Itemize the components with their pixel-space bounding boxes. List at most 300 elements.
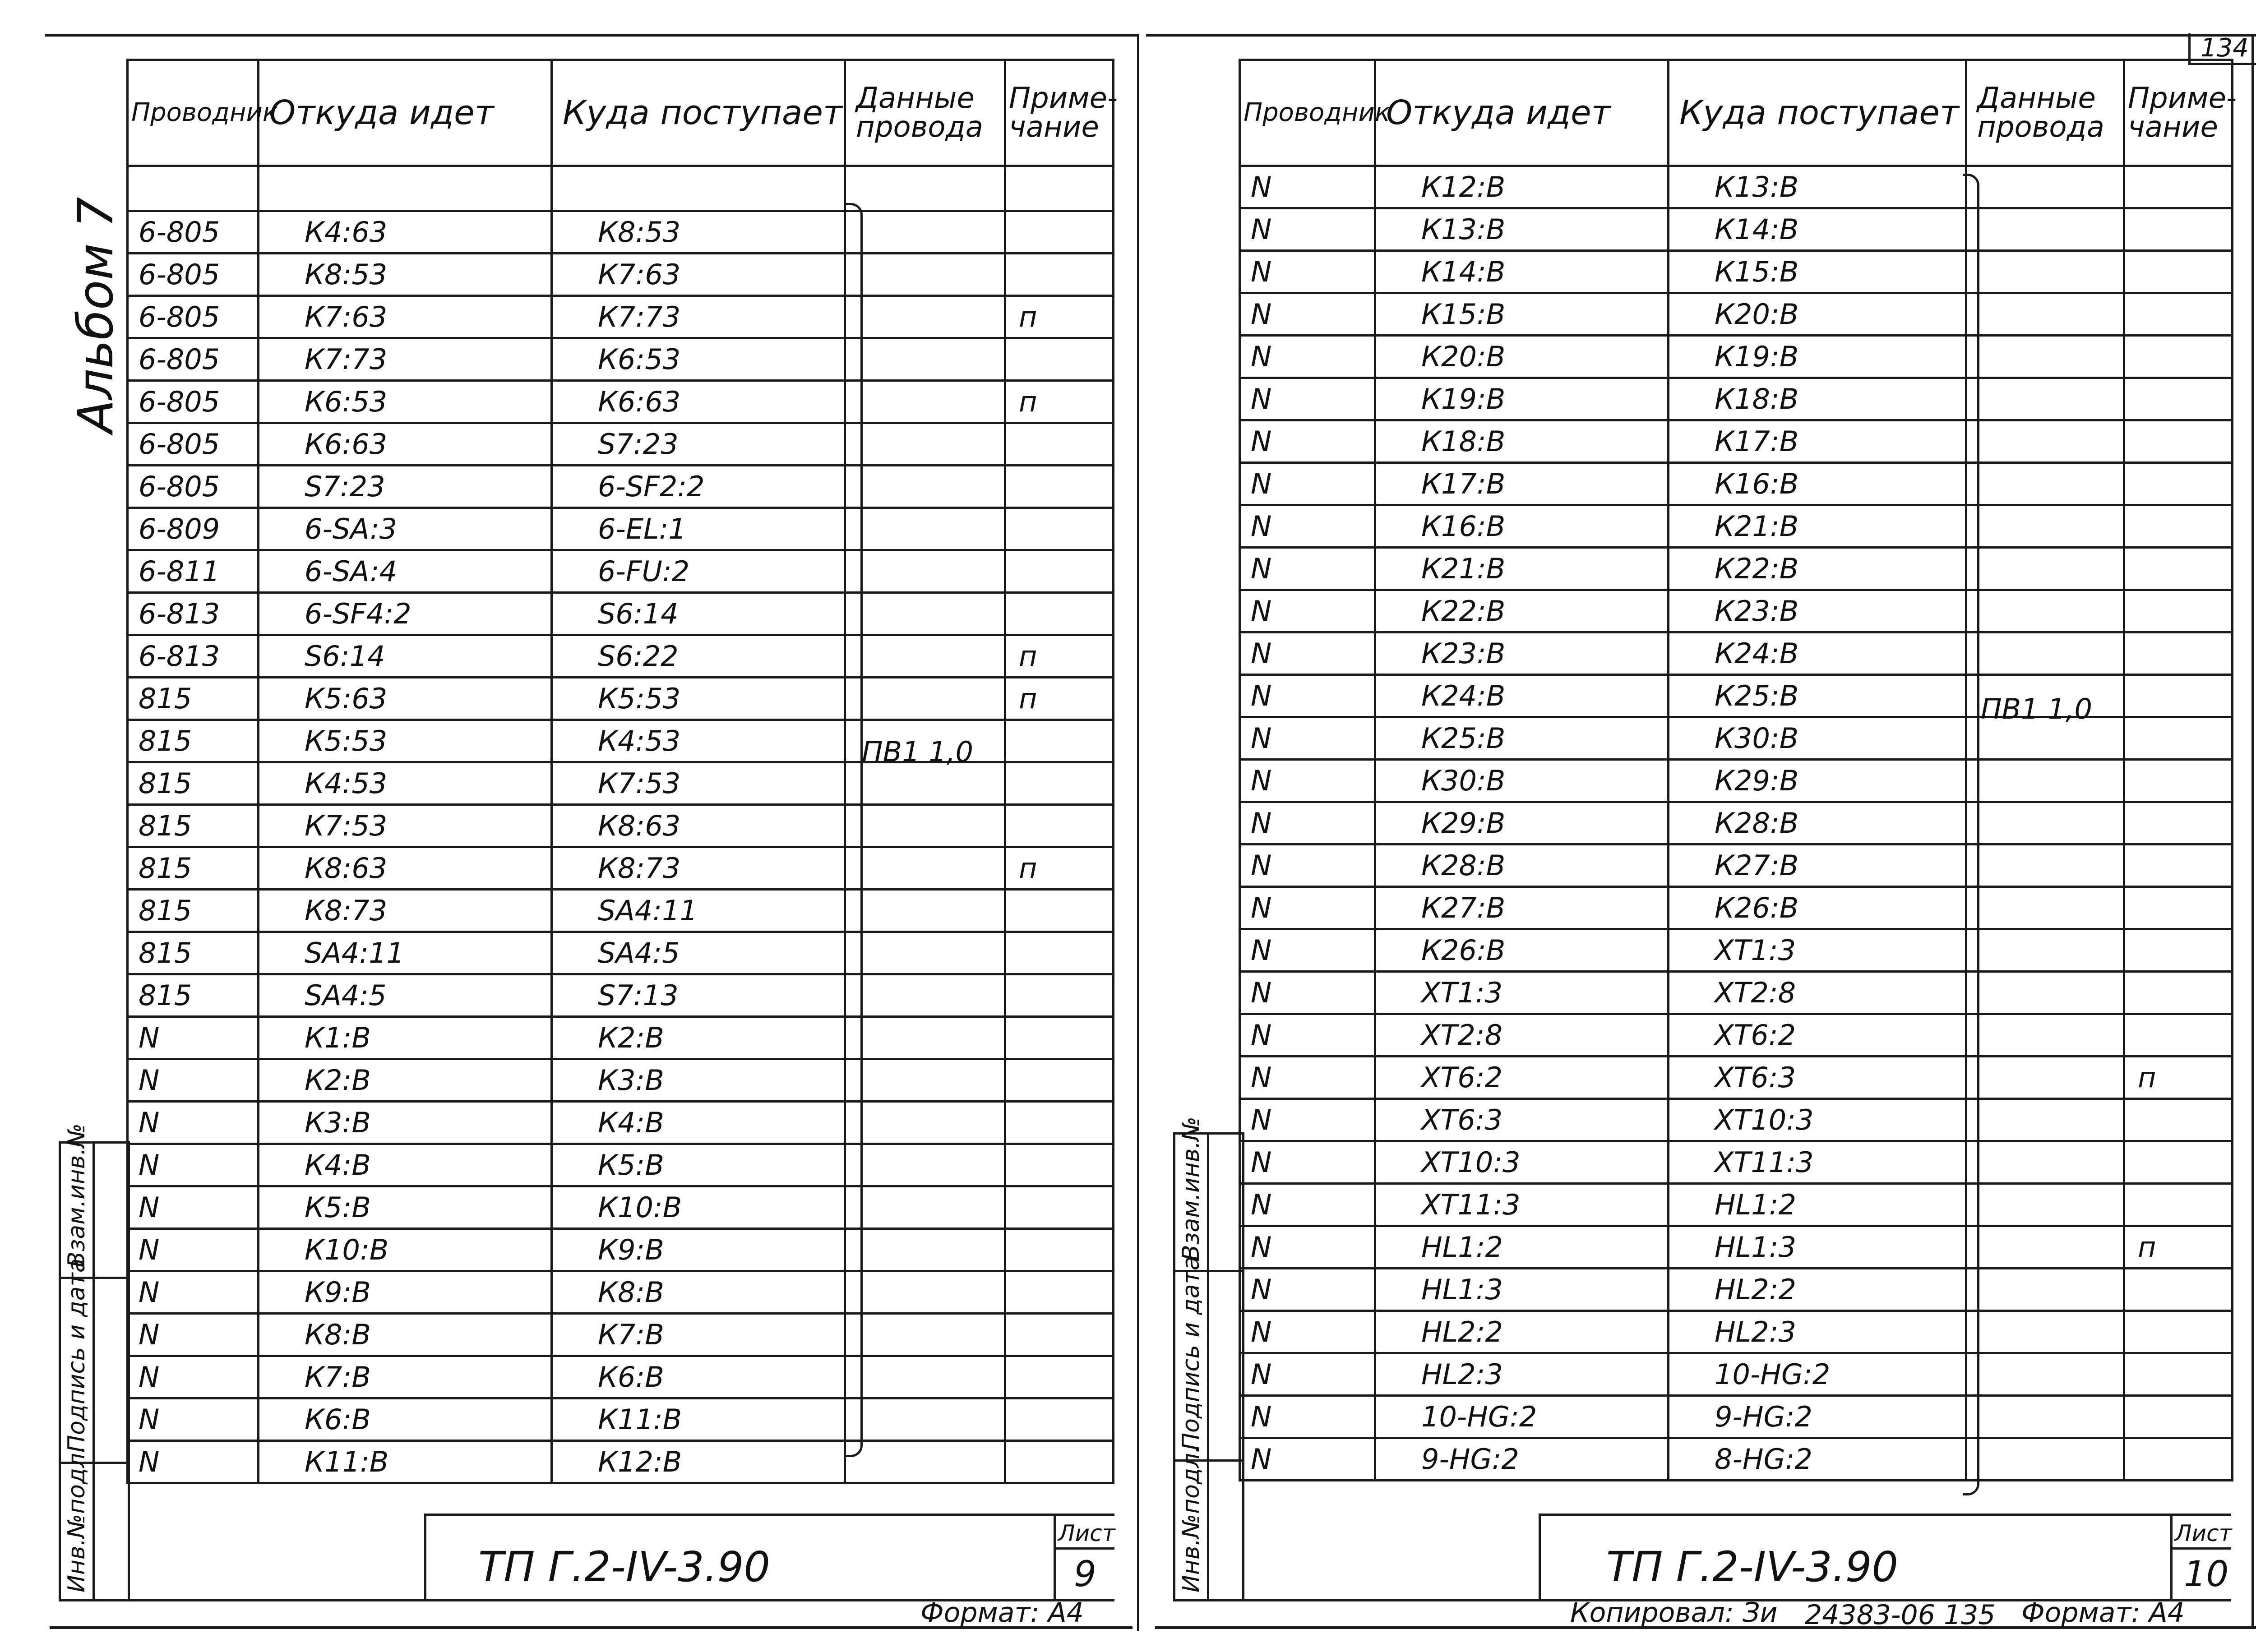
header-from: Откуда идет: [259, 60, 552, 166]
cell-note: [2124, 972, 2233, 1014]
cell-to: К7:73: [552, 296, 845, 338]
cell-from: ХТ11:3: [1375, 1184, 1669, 1226]
cell-from: К11:В: [259, 1441, 552, 1483]
header-conductor: Проводник: [1240, 60, 1375, 166]
cell-from: К9:В: [259, 1271, 552, 1314]
cell-wire-data: [845, 550, 1005, 593]
table-row: [128, 593, 1114, 635]
cell-to: 10-HG:2: [1669, 1353, 1966, 1396]
header-row: [1240, 60, 2233, 166]
table-row: [1240, 632, 2233, 675]
cell-to: К13:В: [1669, 166, 1966, 208]
cell-from: 6-SA:4: [259, 550, 552, 593]
table-row: [1240, 1184, 2233, 1226]
header-to: Куда поступает: [552, 60, 845, 166]
cell-to: ХТ1:3: [1669, 929, 1966, 972]
table-row: [1240, 972, 2233, 1014]
cell-from: К20:В: [1375, 336, 1669, 378]
cell-note: [1005, 338, 1114, 381]
left-title-sheet-div: [1054, 1514, 1056, 1601]
cell-note: [1005, 1314, 1114, 1356]
cell-from: К10:В: [259, 1229, 552, 1271]
cell-wire-data: [1966, 1184, 2124, 1226]
left-stamp-col-divider: [92, 1141, 95, 1601]
table-row: [1240, 590, 2233, 632]
cell-wire-data: [845, 254, 1005, 296]
cell-from: ХТ10:3: [1375, 1141, 1669, 1184]
table-row: [1240, 1141, 2233, 1184]
cell-to: К5:53: [552, 678, 845, 720]
cell-from: К3:В: [259, 1102, 552, 1144]
cell-to: ХТ2:8: [1669, 972, 1966, 1014]
right-stamp-col-divider: [1207, 1132, 1209, 1601]
cell-conductor: N: [128, 1314, 259, 1356]
cell-to: К8:73: [552, 847, 845, 890]
header-row: [128, 60, 1114, 166]
cell-to: К5:В: [552, 1144, 845, 1186]
cell-note: [2124, 1099, 2233, 1141]
cell-from: К7:В: [259, 1356, 552, 1398]
cell-conductor: N: [1240, 844, 1375, 887]
cell-to: HL1:2: [1669, 1184, 1966, 1226]
cell-note: [2124, 802, 2233, 844]
cell-note: [1005, 1144, 1114, 1186]
cell-conductor: N: [128, 1186, 259, 1229]
cell-conductor: N: [128, 1356, 259, 1398]
cell-wire-data: [1966, 463, 2124, 505]
cell-from: ХТ6:2: [1375, 1057, 1669, 1099]
table-row: [1240, 548, 2233, 590]
cell-from: К8:73: [259, 890, 552, 932]
cell-wire-data: [845, 1356, 1005, 1398]
table-row: [128, 1102, 1114, 1144]
cell-from: К8:53: [259, 254, 552, 296]
cell-to: К8:В: [552, 1271, 845, 1314]
cell-wire-data: [1966, 1057, 2124, 1099]
cell-note: [2124, 420, 2233, 463]
table-row: [128, 1229, 1114, 1271]
cell-conductor: N: [128, 1441, 259, 1483]
cell-conductor: N: [1240, 548, 1375, 590]
cell-note: [1005, 211, 1114, 254]
cell-wire-data: [1966, 1014, 2124, 1057]
cell-from: К6:53: [259, 381, 552, 423]
cell-to: К9:В: [552, 1229, 845, 1271]
center-divider: [1137, 34, 1139, 1631]
cell-to: HL1:3: [1669, 1226, 1966, 1269]
cell-conductor: N: [1240, 1269, 1375, 1311]
cell-from: К18:В: [1375, 420, 1669, 463]
cell-conductor: 815: [128, 932, 259, 974]
left-title-sheet-mid: [1054, 1547, 1114, 1550]
cell-from: HL1:3: [1375, 1269, 1669, 1311]
cell-wire-data: [1966, 1099, 2124, 1141]
cell-to: К14:В: [1669, 208, 1966, 251]
right-copied-by: Копировал: Зи: [1570, 1597, 1778, 1629]
cell-wire-data: [845, 974, 1005, 1017]
table-row: [128, 1059, 1114, 1102]
cell-note: [2124, 336, 2233, 378]
cell-conductor: N: [1240, 675, 1375, 717]
cell-wire-data: [1966, 420, 2124, 463]
cell-from: К15:В: [1375, 293, 1669, 336]
cell-note: [1005, 1017, 1114, 1059]
cell-from: 6-SF4:2: [259, 593, 552, 635]
table-row: [128, 1441, 1114, 1483]
cell-to: К10:В: [552, 1186, 845, 1229]
cell-to: К8:63: [552, 805, 845, 847]
cell-wire-data: [845, 762, 1005, 805]
cell-conductor: N: [128, 1059, 259, 1102]
table-row: [1240, 760, 2233, 802]
cell-conductor: N: [1240, 1141, 1375, 1184]
cell-to: 8-HG:2: [1669, 1438, 1966, 1481]
cell-from: К17:В: [1375, 463, 1669, 505]
table-row: [1240, 463, 2233, 505]
cell-from: К2:В: [259, 1059, 552, 1102]
cell-wire-data: [845, 508, 1005, 550]
cell-from: К7:73: [259, 338, 552, 381]
cell-conductor: 6-811: [128, 550, 259, 593]
top-rule-right: [1146, 34, 2256, 37]
cell-note: [2124, 590, 2233, 632]
table-row: [128, 1017, 1114, 1059]
right-wire-data: ПВ1 1,0: [1981, 692, 2092, 725]
cell-wire-data: [1966, 336, 2124, 378]
cell-conductor: N: [1240, 208, 1375, 251]
cell-to: HL2:3: [1669, 1311, 1966, 1353]
table-row: [1240, 420, 2233, 463]
cell-to: К8:53: [552, 211, 845, 254]
table-row: [1240, 208, 2233, 251]
cell-to: К3:В: [552, 1059, 845, 1102]
header-note: Приме- чание: [2124, 60, 2233, 166]
cell-note: [1005, 932, 1114, 974]
cell-from: К6:В: [259, 1398, 552, 1441]
left-sheet-label: Лист: [1058, 1520, 1115, 1546]
cell-note: [1005, 423, 1114, 466]
table-row: [1240, 1438, 2233, 1481]
table-row: [1240, 887, 2233, 929]
right-title-top: [1539, 1514, 2231, 1516]
cell-wire-data: [1966, 929, 2124, 972]
album-label: Альбом 7: [68, 197, 124, 433]
cell-conductor: N: [1240, 1353, 1375, 1396]
cell-note: п: [1005, 847, 1114, 890]
cell-from: SA4:11: [259, 932, 552, 974]
cell-to: К6:В: [552, 1356, 845, 1398]
cell-wire-data: [845, 635, 1005, 678]
cell-conductor: N: [1240, 1099, 1375, 1141]
cell-to: 6-FU:2: [552, 550, 845, 593]
cell-to: ХТ11:3: [1669, 1141, 1966, 1184]
cell-wire-data: [1966, 887, 2124, 929]
blank-row: [128, 166, 1114, 211]
cell-conductor: N: [128, 1229, 259, 1271]
cell-to: К11:В: [552, 1398, 845, 1441]
cell-to: К7:В: [552, 1314, 845, 1356]
cell-to: К27:В: [1669, 844, 1966, 887]
cell-conductor: N: [1240, 802, 1375, 844]
cell-from: HL2:3: [1375, 1353, 1669, 1396]
cell-wire-data: [1966, 844, 2124, 887]
cell-to: К18:В: [1669, 378, 1966, 420]
cell-note: [2124, 1014, 2233, 1057]
cell-note: [2124, 208, 2233, 251]
cell-wire-data: [845, 211, 1005, 254]
cell-wire-data: [845, 593, 1005, 635]
table-row: [1240, 293, 2233, 336]
cell-wire-data: [845, 423, 1005, 466]
right-title-code: ТП Г.2-IV-3.90: [1606, 1543, 1898, 1591]
cell-conductor: 6-805: [128, 296, 259, 338]
cell-conductor: N: [1240, 929, 1375, 972]
table-row: [128, 1144, 1114, 1186]
cell-from: К28:В: [1375, 844, 1669, 887]
table-row: [1240, 1396, 2233, 1438]
right-sheet-number: 10: [2184, 1554, 2229, 1595]
cell-note: [1005, 1356, 1114, 1398]
cell-from: HL2:2: [1375, 1311, 1669, 1353]
cell-wire-data: [845, 1102, 1005, 1144]
cell-from: HL1:2: [1375, 1226, 1669, 1269]
table-row: [1240, 336, 2233, 378]
cell-note: [1005, 254, 1114, 296]
cell-from: К4:В: [259, 1144, 552, 1186]
left-title-left: [424, 1514, 426, 1601]
cell-to: ХТ10:3: [1669, 1099, 1966, 1141]
cell-conductor: N: [1240, 1184, 1375, 1226]
cell-conductor: 6-805: [128, 338, 259, 381]
cell-from: К5:В: [259, 1186, 552, 1229]
cell-note: [2124, 929, 2233, 972]
cell-from: К12:В: [1375, 166, 1669, 208]
cell-to: SA4:5: [552, 932, 845, 974]
cell-wire-data: [1966, 972, 2124, 1014]
cell-note: [1005, 974, 1114, 1017]
cell-note: [1005, 466, 1114, 508]
cell-conductor: N: [1240, 1396, 1375, 1438]
table-row: [128, 762, 1114, 805]
header-wire-data: Данные провода: [845, 60, 1005, 166]
cell-wire-data: [1966, 760, 2124, 802]
cell-conductor: 815: [128, 847, 259, 890]
table-row: [128, 678, 1114, 720]
cell-note: [1005, 508, 1114, 550]
cell-conductor: 6-805: [128, 254, 259, 296]
right-wiring-table: [1239, 59, 2237, 1481]
table-row: [128, 508, 1114, 550]
left-wiring-table: [126, 59, 1118, 1484]
cell-wire-data: [1966, 293, 2124, 336]
cell-from: К23:В: [1375, 632, 1669, 675]
cell-conductor: 6-805: [128, 423, 259, 466]
table-row: [1240, 1226, 2233, 1269]
cell-note: [2124, 1311, 2233, 1353]
cell-note: [2124, 887, 2233, 929]
cell-from: К26:В: [1375, 929, 1669, 972]
cell-wire-data: [845, 296, 1005, 338]
cell-note: [2124, 378, 2233, 420]
right-stamp-sign: Подпись и дата: [1178, 1256, 1205, 1450]
page-number: 134: [2188, 33, 2256, 65]
cell-conductor: N: [1240, 1057, 1375, 1099]
cell-wire-data: [1966, 1396, 2124, 1438]
cell-wire-data: [1966, 632, 2124, 675]
table-row: [128, 847, 1114, 890]
cell-note: [2124, 717, 2233, 760]
cell-to: К26:В: [1669, 887, 1966, 929]
left-stamp-vzam: Взам.инв.№: [63, 1123, 90, 1268]
table-row: [128, 338, 1114, 381]
cell-from: К8:63: [259, 847, 552, 890]
left-wire-brace: [846, 203, 863, 1457]
cell-wire-data: [1966, 208, 2124, 251]
right-wire-brace: [1963, 174, 1979, 1495]
table-row: [1240, 1311, 2233, 1353]
cell-from: К6:63: [259, 423, 552, 466]
cell-note: п: [1005, 635, 1114, 678]
table-row: [128, 211, 1114, 254]
cell-wire-data: [845, 338, 1005, 381]
cell-from: ХТ2:8: [1375, 1014, 1669, 1057]
cell-conductor: N: [1240, 505, 1375, 548]
left-stamp-inv: Инв.№подл.: [63, 1445, 90, 1592]
cell-from: К1:В: [259, 1017, 552, 1059]
table-row: [1240, 251, 2233, 293]
cell-wire-data: [845, 1314, 1005, 1356]
cell-note: п: [2124, 1057, 2233, 1099]
table-row: [128, 1314, 1114, 1356]
cell-conductor: 815: [128, 678, 259, 720]
cell-from: 6-SA:3: [259, 508, 552, 550]
cell-to: 6-SF2:2: [552, 466, 845, 508]
left-wire-data: ПВ1 1,0: [862, 735, 973, 768]
cell-conductor: N: [1240, 251, 1375, 293]
cell-conductor: 6-809: [128, 508, 259, 550]
cell-conductor: 815: [128, 720, 259, 762]
table-row: [1240, 1057, 2233, 1099]
cell-wire-data: [1966, 1353, 2124, 1396]
cell-note: [2124, 675, 2233, 717]
right-sheet-label: Лист: [2175, 1520, 2232, 1546]
cell-wire-data: [845, 847, 1005, 890]
cell-conductor: N: [1240, 590, 1375, 632]
table-row: [1240, 1269, 2233, 1311]
cell-conductor: N: [1240, 293, 1375, 336]
cell-to: К12:В: [552, 1441, 845, 1483]
cell-to: К7:53: [552, 762, 845, 805]
right-stamp-vzam: Взам.инв.№: [1178, 1117, 1205, 1261]
cell-to: К23:В: [1669, 590, 1966, 632]
cell-conductor: N: [1240, 378, 1375, 420]
right-stamp-inv: Инв.№подл.: [1178, 1445, 1205, 1592]
cell-to: К15:В: [1669, 251, 1966, 293]
cell-note: [1005, 1271, 1114, 1314]
cell-to: 9-HG:2: [1669, 1396, 1966, 1438]
cell-from: SA4:5: [259, 974, 552, 1017]
header-from: Откуда идет: [1375, 60, 1669, 166]
cell-note: [1005, 890, 1114, 932]
cell-wire-data: [845, 381, 1005, 423]
cell-from: К8:В: [259, 1314, 552, 1356]
cell-note: [2124, 632, 2233, 675]
top-rule-left: [45, 34, 1137, 37]
cell-to: К6:53: [552, 338, 845, 381]
cell-wire-data: [1966, 251, 2124, 293]
cell-note: [2124, 1353, 2233, 1396]
table-row: [1240, 1353, 2233, 1396]
cell-conductor: N: [128, 1398, 259, 1441]
cell-to: К29:В: [1669, 760, 1966, 802]
table-row: [128, 635, 1114, 678]
cell-to: К22:В: [1669, 548, 1966, 590]
right-order-number: 24383-06 135: [1805, 1599, 1996, 1631]
cell-wire-data: [845, 1271, 1005, 1314]
table-row: [1240, 1099, 2233, 1141]
cell-conductor: N: [1240, 463, 1375, 505]
cell-from: К4:53: [259, 762, 552, 805]
cell-to: S7:23: [552, 423, 845, 466]
cell-wire-data: [845, 805, 1005, 847]
cell-conductor: 6-805: [128, 211, 259, 254]
cell-conductor: N: [1240, 1014, 1375, 1057]
cell-to: ХТ6:3: [1669, 1057, 1966, 1099]
cell-wire-data: [1966, 1226, 2124, 1269]
header-note: Приме- чание: [1005, 60, 1114, 166]
cell-to: 6-EL:1: [552, 508, 845, 550]
table-row: [1240, 166, 2233, 208]
table-row: [128, 550, 1114, 593]
cell-from: К22:В: [1375, 590, 1669, 632]
table-row: [128, 1356, 1114, 1398]
table-row: [1240, 378, 2233, 420]
cell-wire-data: [845, 1059, 1005, 1102]
table-row: [128, 932, 1114, 974]
cell-wire-data: [845, 890, 1005, 932]
cell-note: [2124, 166, 2233, 208]
right-title-sheet-mid: [2170, 1547, 2231, 1550]
cell-conductor: N: [1240, 972, 1375, 1014]
cell-conductor: N: [1240, 1311, 1375, 1353]
left-format: Формат: А4: [920, 1597, 1084, 1629]
cell-wire-data: [845, 1441, 1005, 1483]
cell-conductor: N: [1240, 1226, 1375, 1269]
cell-from: ХТ6:3: [1375, 1099, 1669, 1141]
cell-wire-data: [1966, 378, 2124, 420]
cell-note: п: [1005, 678, 1114, 720]
cell-note: [2124, 505, 2233, 548]
cell-from: К5:53: [259, 720, 552, 762]
cell-conductor: N: [128, 1271, 259, 1314]
right-format: Формат: А4: [2021, 1597, 2185, 1629]
left-sheet-number: 9: [1074, 1554, 1096, 1595]
table-row: [128, 381, 1114, 423]
cell-from: S7:23: [259, 466, 552, 508]
table-row: [128, 296, 1114, 338]
cell-wire-data: [1966, 548, 2124, 590]
cell-to: К24:В: [1669, 632, 1966, 675]
cell-to: К7:63: [552, 254, 845, 296]
cell-from: К25:В: [1375, 717, 1669, 760]
cell-conductor: 815: [128, 762, 259, 805]
cell-note: п: [2124, 1226, 2233, 1269]
right-title-left: [1539, 1514, 1541, 1601]
cell-note: [1005, 762, 1114, 805]
cell-from: 9-HG:2: [1375, 1438, 1669, 1481]
cell-conductor: N: [1240, 632, 1375, 675]
cell-conductor: N: [128, 1144, 259, 1186]
